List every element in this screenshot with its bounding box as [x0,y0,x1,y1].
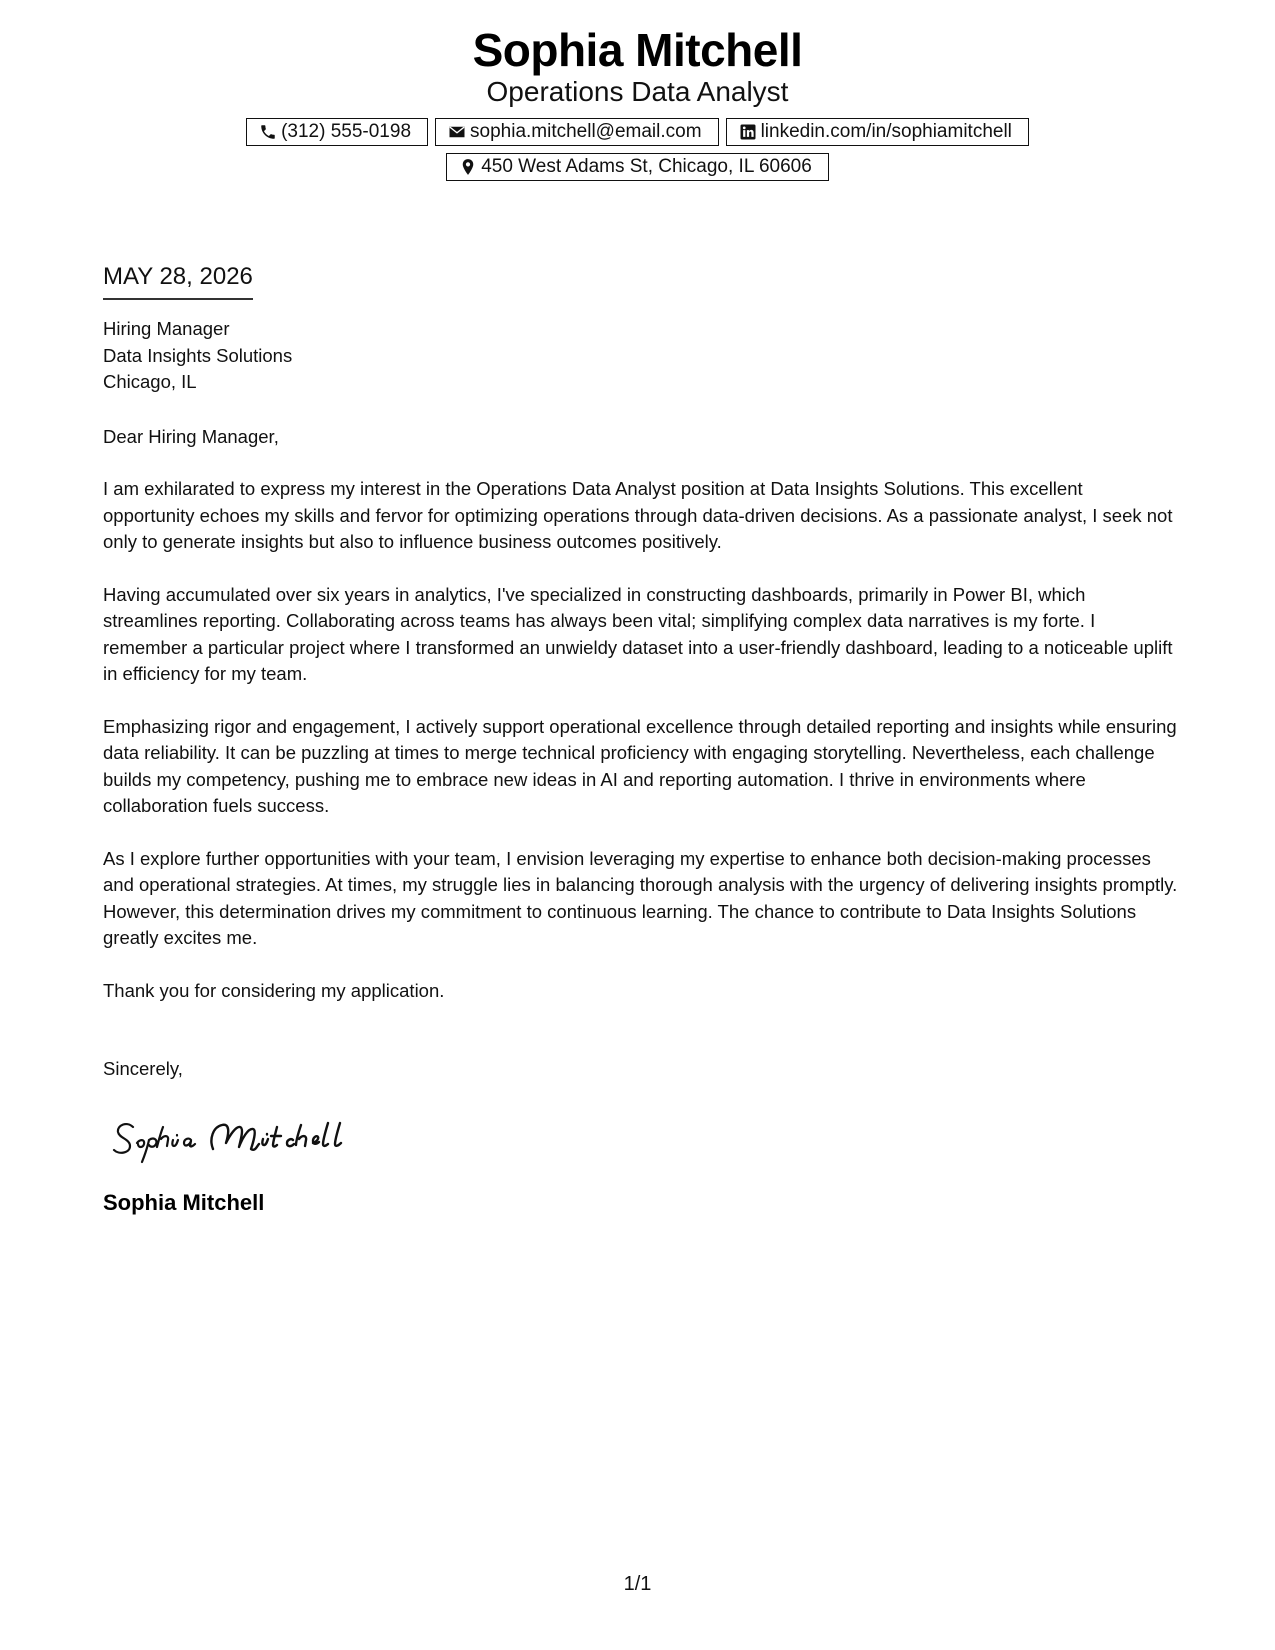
recipient-title: Hiring Manager [103,318,230,339]
email-text: sophia.mitchell@email.com [470,121,702,142]
phone-text: (312) 555-0198 [281,121,412,142]
paragraph-5: Thank you for considering my application. [103,979,445,1001]
applicant-role: Operations Data Analyst [486,76,789,107]
paragraph-2: Having accumulated over six years in analytics, I've specialized in constructing dashboards, primarily in Power BI, which streamlines reporting. Collaborating across teams has always been vital; simplifying complex data narratives is my forte. I remember a particular project where I transformed an unwieldy dataset into a user-friendly dashboard, leading to a noticeable uplift in efficiency for my team. [103,583,1173,684]
page-indicator: 1/1 [623,1573,652,1595]
phone-icon [259,123,277,141]
closing: Sincerely, [103,1058,183,1079]
contact-email[interactable] [435,118,719,146]
envelope-icon [448,123,466,141]
letter-date: MAY 28, 2026 [103,262,253,300]
contact-phone[interactable] [246,118,428,146]
recipient-company: Data Insights Solutions [103,344,293,366]
contact-address[interactable] [446,153,829,181]
contact-list [228,118,1048,181]
recipient-location: Chicago, IL [103,371,197,392]
paragraph-1: I am exhilarated to express my interest in the Operations Data Analyst position at Data Insights Solutions. This excellent opportunity echoes my skills and fervor for optimizing operations through data-driven decisions. As a passionate analyst, I seek not only to generate insights but also to influence business outcomes positively. [103,478,1173,552]
linkedin-text: linkedin.com/in/sophiamitchell [760,121,1012,142]
signer-name: Sophia Mitchell [103,1190,265,1215]
address-text: 450 West Adams St, Chicago, IL 60606 [481,156,812,177]
recipient-block [103,316,1178,396]
salutation: Dear Hiring Manager, [103,425,279,447]
map-marker-icon [459,158,477,176]
handwritten-signature [111,1109,361,1165]
paragraph-3: Emphasizing rigor and engagement, I actively support operational excellence through detailed reporting and insights while ensuring data reliability. It can be puzzling at times to merge technical proficiency with engaging storytelling. Nevertheless, each challenge builds my competency, pushing me to embrace new ideas in AI and reporting automation. I thrive in environments where collaboration fuels success. [103,715,1177,816]
contact-linkedin[interactable] [726,118,1029,146]
letter-header [0,22,1275,181]
applicant-name: Sophia Mitchell [472,24,803,76]
letter-body [103,262,1178,1217]
linkedin-icon [739,123,757,141]
paragraph-4: As I explore further opportunities with your team, I envision leveraging my expertise to enhance both decision-making processes and operational strategies. At times, my struggle lies in balancing thorough analysis with the urgency of delivering insights promptly. However, this determination drives my commitment to continuous learning. The chance to contribute to Data Insights Solutions greatly excites me. [103,847,1178,948]
